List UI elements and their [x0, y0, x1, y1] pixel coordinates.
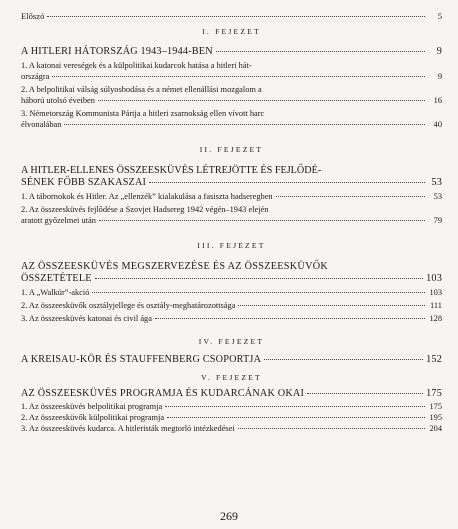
chapter-title-row	[21, 388, 442, 400]
toc-foreword	[21, 10, 442, 22]
entry-text: 2. Az összeesküvés fejlődése a Szovjet Hadsereg 1942 végén–1943 elején	[21, 205, 269, 214]
entry-text: 3. Németország Kommunista Pártja a hitleri zsarnokság ellen vívott harc	[21, 109, 265, 118]
dot-leader	[238, 305, 425, 306]
toc-page: 152	[426, 354, 442, 365]
entry-text: 1. A „Walkür”-akció	[21, 288, 90, 297]
chapter-label: II. FEJEZET	[199, 145, 264, 154]
chapter-title: AZ ÖSSZEESKÜVÉS PROGRAMJA ÉS KUDARCÁNAK OKAI	[21, 388, 305, 399]
dot-leader	[167, 417, 425, 418]
dot-leader	[95, 278, 423, 279]
toc-entry	[21, 84, 442, 106]
dot-leader	[64, 124, 425, 125]
entry-text: 2. A belpolitikai válság súlyosbodása és a német ellenállási mozgalom a	[21, 85, 262, 94]
toc-entry	[21, 313, 442, 324]
toc-entry	[21, 204, 442, 226]
chapter-label: I. FEJEZET	[202, 27, 261, 36]
chapter-title: A HITLERI HÁTORSZÁG 1943–1944-BEN	[21, 46, 213, 57]
toc-page: 128	[429, 314, 442, 323]
toc-entry	[21, 401, 442, 412]
entry-text: aratott győzelmei után	[21, 216, 96, 225]
page-number: 269	[220, 509, 238, 523]
toc-page: 103	[426, 273, 442, 284]
dot-leader	[92, 292, 425, 293]
dot-leader	[99, 220, 425, 221]
dot-leader	[264, 359, 423, 360]
toc-entry	[21, 191, 442, 202]
entry-text: 2. Az összeesküvők osztályjellege és osztály-meghatározottsága	[21, 301, 236, 310]
toc-page: 53	[431, 177, 442, 188]
toc-entry	[21, 423, 442, 434]
dot-leader	[165, 406, 425, 407]
chapter-title-row	[21, 273, 442, 285]
dot-leader	[216, 51, 425, 52]
entry-text: háború utolsó éveiben	[21, 96, 95, 105]
dot-leader	[47, 16, 425, 17]
chapter-title: AZ ÖSSZEESKÜVÉS MEGSZERVEZÉSE ÉS AZ ÖSSZEESKÜVŐK	[21, 261, 329, 272]
dot-leader	[98, 100, 425, 101]
toc-entry	[21, 287, 442, 298]
entry-text: országra	[21, 72, 50, 81]
chapter-title: ÖSSZETÉTELE	[21, 273, 92, 284]
entry-text: 1. Az összeesküvés belpolitikai programja	[21, 402, 163, 411]
chapter-title: A HITLER-ELLENES ÖSSZEESKÜVÉS LÉTREJÖTTE ÉS FEJLŐDÉ-	[21, 165, 322, 176]
dot-leader	[52, 76, 425, 77]
toc-page: 9	[437, 72, 442, 81]
toc-page: 40	[433, 120, 442, 129]
toc-page: 175	[429, 402, 442, 411]
toc-page: 9	[436, 46, 442, 57]
toc-page: 195	[429, 413, 442, 422]
chapter-title-row	[21, 177, 442, 189]
table-of-contents	[21, 10, 442, 434]
entry-text: 3. Az összeesküvés kudarca. A hitleristák megtorló intézkedései	[21, 424, 235, 433]
toc-title: Előszó	[21, 11, 45, 21]
entry-text: 3. Az összeesküvés katonai és civil ága	[21, 314, 152, 323]
toc-entry	[21, 300, 442, 311]
toc-entry	[21, 60, 442, 82]
chapter-label: V. FEJEZET	[201, 373, 262, 382]
chapter-title: SÉNEK FŐBB SZAKASZAI	[21, 177, 147, 188]
toc-page: 103	[429, 288, 442, 297]
chapter-label: III. FEJEZET	[197, 241, 266, 250]
entry-text: 1. A katonai vereségek és a külpolitikai kudarcok hatása a hitleri hát-	[21, 61, 252, 70]
dot-leader	[238, 428, 425, 429]
dot-leader	[155, 318, 425, 319]
toc-entry	[21, 108, 442, 130]
toc-entry	[21, 412, 442, 423]
dot-leader	[307, 393, 423, 394]
entry-text: 2. Az összeesküvők külpolitikai programja	[21, 413, 165, 422]
toc-page: 5	[437, 11, 442, 21]
toc-page: 79	[433, 216, 442, 225]
toc-page: 16	[433, 96, 442, 105]
toc-page: 175	[426, 388, 442, 399]
chapter-title: A KREISAU-KÖR ÉS STAUFFENBERG CSOPORTJA	[21, 354, 262, 365]
toc-page: 111	[430, 301, 442, 310]
entry-text: élvonalában	[21, 120, 62, 129]
chapter-title-row	[21, 46, 442, 58]
toc-page: 53	[433, 192, 442, 201]
chapter-title-row	[21, 354, 442, 366]
chapter-label: IV. FEJEZET	[198, 337, 265, 346]
toc-page: 204	[429, 424, 442, 433]
dot-leader	[276, 196, 425, 197]
dot-leader	[149, 182, 425, 183]
entry-text: 1. A tábornokok és Hitler. Az „ellenzék” kialakulása a fasiszta hadseregben	[21, 192, 273, 201]
